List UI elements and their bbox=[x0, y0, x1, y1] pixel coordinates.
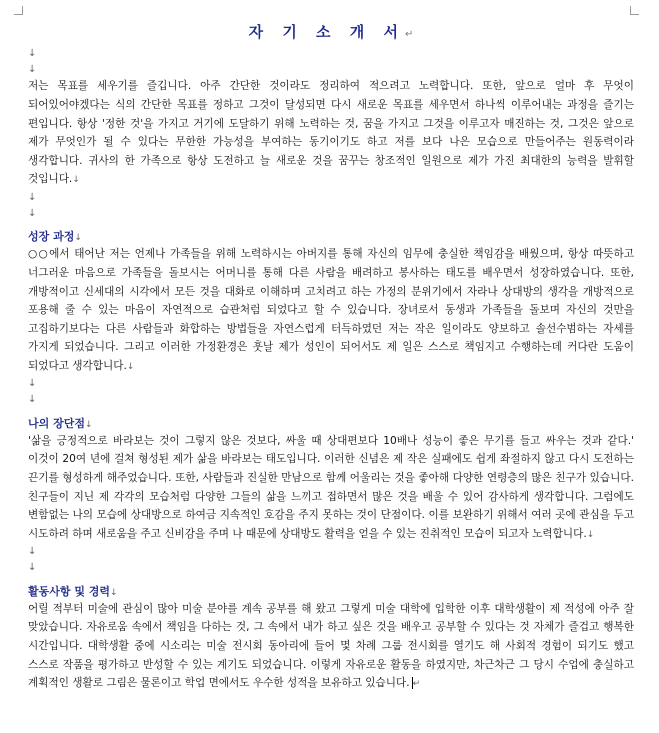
page-corner-mark bbox=[14, 6, 23, 15]
section-heading-strengths: 나의 장단점↓ bbox=[28, 416, 93, 430]
line-break-mark: ↓ bbox=[28, 207, 37, 219]
line-break-mark: ↓ bbox=[28, 378, 37, 390]
line-break-mark: ↓ bbox=[28, 48, 37, 59]
paragraph-mark: ↵ bbox=[404, 29, 414, 40]
intro-paragraph: 저는 목표를 세우기를 즐깁니다. 아주 간단한 것이라도 정리하여 적으려고 노력합니다. 또한, 앞으로 얼마 후 무엇이 되어있어야겠다는 식의 간단한 목표를 정하고 그것이 달성되면 다시 새로운 목표를 세우면서 하나씩 이루어내는 과정을 즐기는 편입니다. 항상 '정한 것'을 가지고 거기에 도달하기 위해 노력하는 것, 꿈을 가지고 그것을 이루고자 매진하는 것, 그것은 앞으로 제가 무엇인가 될 수 있다는 무한한 가능성을 부여하는 동기이기도 하고 저를 보다 나은 모습으로 만들어주는 원동력이라 생각합니다. 귀사의 한 가족으로 항상 도전하고 늘 새로운 것을 꿈꾸는 창조적인 일원으로 제가 가진 최대한의 능력을 발휘할 것입니다.↓ bbox=[28, 80, 634, 186]
line-break-mark: ↓ bbox=[28, 562, 37, 574]
section-body-strengths: '삶을 긍정적으로 바라보는 것이 그렇지 않은 것보다, 싸울 때 상대편보다 10배나 성능이 좋은 무기를 들고 싸우는 것과 같다.' 이것이 20여 년에 걸쳐 형성된 제가 삶을 바라보는 태도입니다. 이러한 신념은 제 작은 실패에도 쉽게 좌절하지 않고 다시 도전하는 끈기를 형성하게 해주었습니다. 또한, 사람들과 진실한 만남으로 함께 어울리는 것을 좋아해 다양한 연령층의 많은 친구가 있습니다. 친구들이 지닌 제 각각의 모습처럼 다양한 그들의 삶을 느끼고 접하면서 많은 것을 배울 수 있어 감사하게 생각합니다. 그럼에도 변함없는 나의 모습에 상대방으로 하여금 지속적인 호감을 주지 못하는 것이 단점이다. 이를 보완하기 위해서 여러 곳에 관심을 두고 시도하려 하며 새로움을 주고 신비감을 주며 나 때문에 상대방도 활력을 얻을 수 있는 진취적인 모습이 되고자 노력합니다.↓ bbox=[28, 434, 634, 540]
section-body-growth: ○○에서 태어난 저는 언제나 가족들을 위해 노력하시는 아버지를 통해 자신의 임무에 충실한 책임감을 배웠으며, 항상 따뜻하고 너그러운 마음으로 가족들을 돌보시는 어머니를 통해 다른 사람을 배려하고 봉사하는 태도를 배우면서 성장하였습니다. 또한, 개방적이고 신세대의 시각에서 모든 것을 대화로 이해하며 고치려고 하는 가정의 분위기에서 자라나 상대방의 생각을 개방적으로 포용해 줄 수 있는 마음이 자연적으로 습관처럼 되었다고 할 수 있습니다. 장녀로서 동생과 가족들을 돌보며 자신의 것만을 고집하기보다는 다른 사람들과 화합하는 방법들을 자연스럽게 터득하였던 저는 작은 일이라도 양보하고 솔선수범하는 자세를 가지게 되었습니다. 그리고 이러한 가정환경은 훗날 제가 성인이 되어서도 제 일은 스스로 책임지고 수행하는데 커다란 도움이 되었다고 생각합니다.↓ bbox=[28, 248, 634, 372]
line-break-mark: ↓ bbox=[28, 63, 37, 75]
document-title: 자 기 소 개 서↵ bbox=[248, 23, 414, 41]
page-corner-mark bbox=[630, 6, 639, 15]
section-heading-activities: 활동사항 및 경력↓ bbox=[28, 584, 118, 598]
section-heading-growth: 성장 과정↓ bbox=[28, 230, 82, 244]
line-break-mark: ↓ bbox=[28, 394, 37, 406]
document-body[interactable] bbox=[28, 22, 634, 694]
line-break-mark: ↓ bbox=[28, 546, 37, 558]
section-body-activities: 어릴 적부터 미술에 관심이 많아 미술 분야를 계속 공부를 해 왔고 그렇게 미술 대학에 입학한 이후 대학생활이 제 적성에 아주 잘 맞았습니다. 자유로움 속에서 책임을 다하는 것, 그 속에서 내가 하고 싶은 것을 배우고 공부할 수 있다는 것 자체가 즐겁고 행복한 시간입니다. 대학생활 중에 시소리는 미술 전시회 동아리에 들어 몇 차례 그룹 전시회를 열기도 해 사회적 경험이 되기도 했고 스스로 작품을 평가하고 반성할 수 있는 계기도 되었습니다. 이렇게 자유로운 활동을 하였지만, 차근차근 그 당시 수업에 충실하고 계획적인 생활로 그림은 물론이고 학업 면에서도 우수한 성적을 보유하고 있습니다. ↵ bbox=[28, 602, 634, 690]
line-break-mark: ↓ bbox=[28, 191, 37, 203]
